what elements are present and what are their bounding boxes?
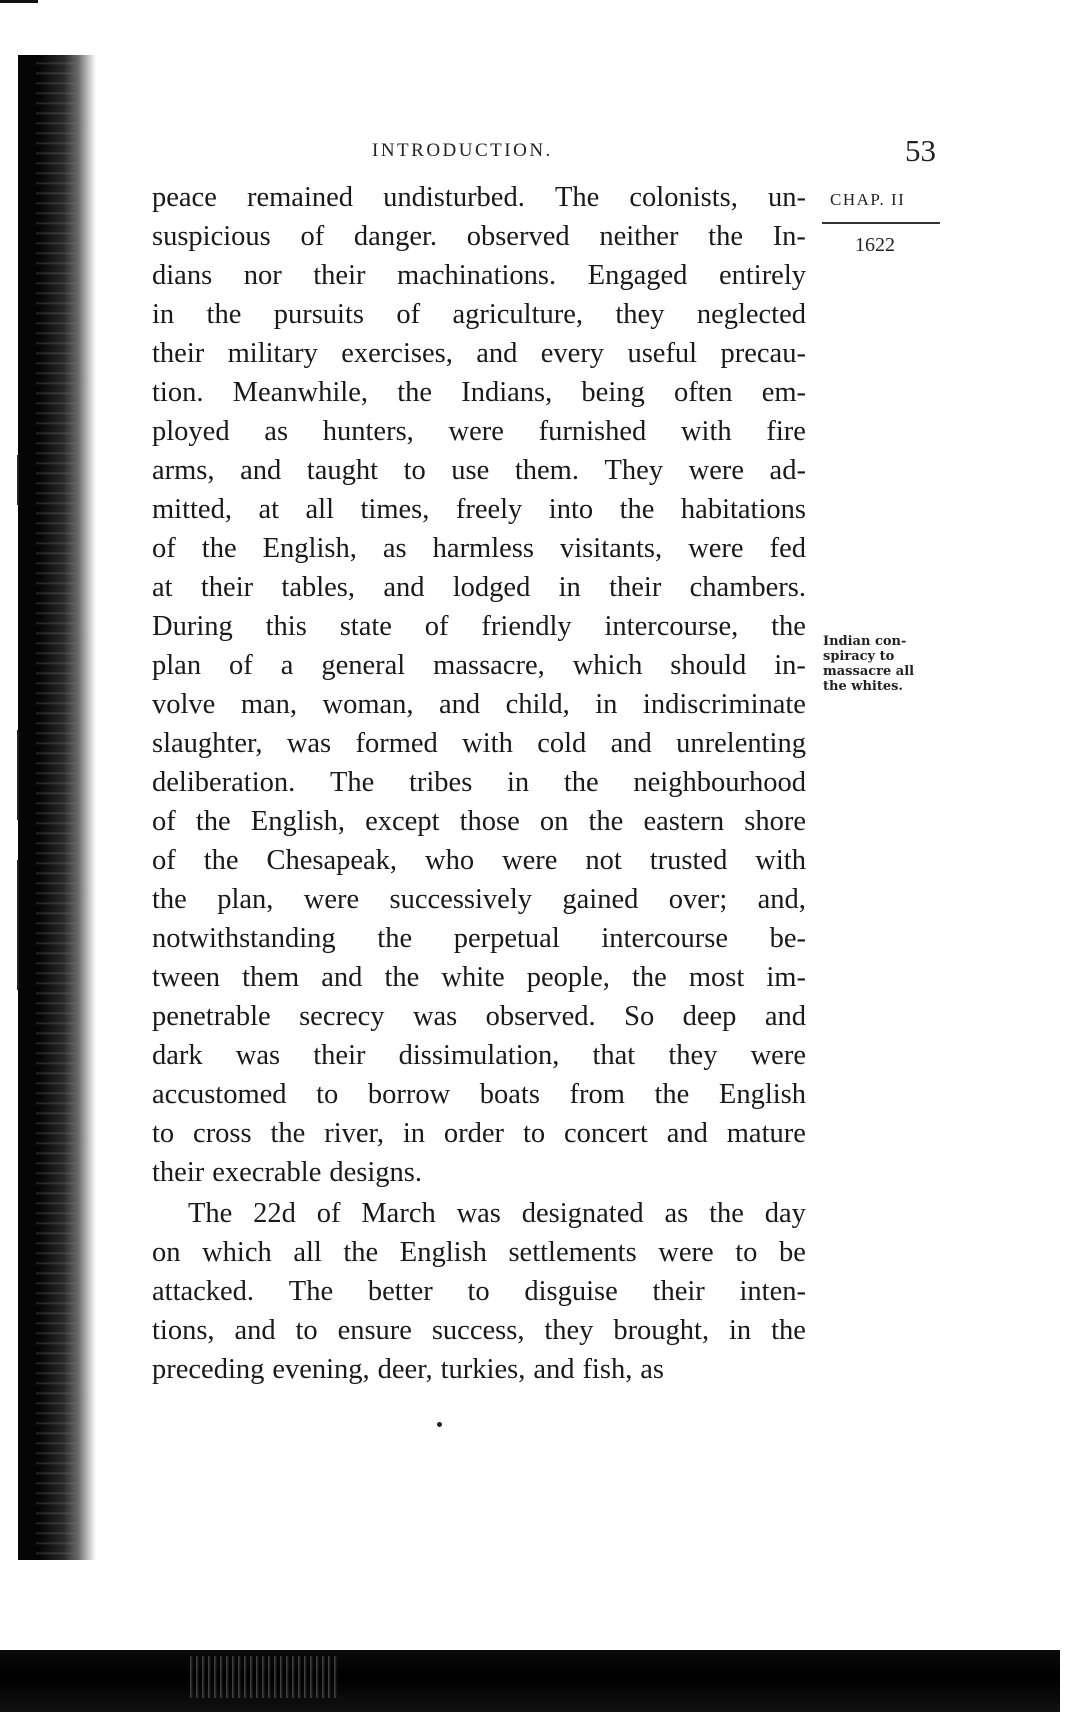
text-line: slaughter, was formed with cold and unrelenting: [152, 728, 806, 759]
text-line: plan of a general massacre, which should in-: [152, 650, 806, 681]
page-number: 53: [905, 133, 936, 168]
text-line: During this state of friendly intercourse, the: [152, 611, 806, 642]
text-line: tween them and the white people, the most im-: [152, 962, 806, 993]
text-line: penetrable secrecy was observed. So deep and: [152, 1001, 806, 1032]
scan-edge-mark: [17, 730, 19, 820]
text-line: to cross the river, in order to concert and mature: [152, 1118, 806, 1149]
text-line: mitted, at all times, freely into the habitations: [152, 494, 806, 525]
text-line: in the pursuits of agriculture, they neglected: [152, 299, 806, 330]
text-line: ployed as hunters, were furnished with fire: [152, 416, 806, 447]
book-binding-shadow: [18, 55, 96, 1560]
text-line: tion. Meanwhile, the Indians, being often em-: [152, 377, 806, 408]
text-line: of the English, as harmless visitants, were fed: [152, 533, 806, 564]
text-line: notwithstanding the perpetual intercourse be-: [152, 923, 806, 954]
scan-edge-mark: [17, 860, 19, 990]
text-line: dians nor their machinations. Engaged entirely: [152, 260, 806, 291]
scan-edge-mark: [17, 455, 19, 505]
chapter-rule: [822, 222, 940, 224]
text-line: peace remained undisturbed. The colonists, un-: [152, 182, 806, 213]
text-line: tions, and to ensure success, they brought, in the: [152, 1315, 806, 1346]
chapter-label: CHAP. II: [830, 190, 906, 209]
text-line: their execrable designs.: [152, 1157, 422, 1188]
text-line: on which all the English settlements were to be: [152, 1237, 806, 1268]
body-text: [152, 178, 806, 1389]
running-head: INTRODUCTION.: [372, 140, 553, 161]
text-line: arms, and taught to use them. They were ad-: [152, 455, 806, 486]
text-line: volve man, woman, and child, in indiscriminate: [152, 689, 806, 720]
sidenote-line: spiracy to: [823, 649, 895, 664]
text-line: suspicious of danger. observed neither the In-: [152, 221, 806, 252]
margin-sidenote: [823, 634, 933, 694]
text-line: attacked. The better to disguise their inten-: [152, 1276, 806, 1307]
text-line: The 22d of March was designated as the day: [188, 1198, 806, 1229]
sidenote-line: the whites.: [823, 679, 903, 694]
sidenote-line: massacre all: [823, 664, 915, 679]
text-line: deliberation. The tribes in the neighbourhood: [152, 767, 806, 798]
text-line: of the Chesapeak, who were not trusted with: [152, 845, 806, 876]
sidenote-line: Indian con-: [823, 634, 907, 649]
text-line: accustomed to borrow boats from the English: [152, 1079, 806, 1110]
margin-year: 1622: [855, 234, 895, 256]
text-line: at their tables, and lodged in their chambers.: [152, 572, 806, 603]
text-line: of the English, except those on the eastern shore: [152, 806, 806, 837]
text-line: preceding evening, deer, turkies, and fish, as: [152, 1354, 665, 1385]
text-line: dark was their dissimulation, that they were: [152, 1040, 806, 1071]
ink-speck: [437, 1422, 442, 1427]
scan-edge-mark: [0, 0, 38, 3]
scan-bottom-edge: [0, 1650, 1060, 1712]
text-line: the plan, were successively gained over; and,: [152, 884, 806, 915]
text-line: their military exercises, and every useful precau-: [152, 338, 806, 369]
